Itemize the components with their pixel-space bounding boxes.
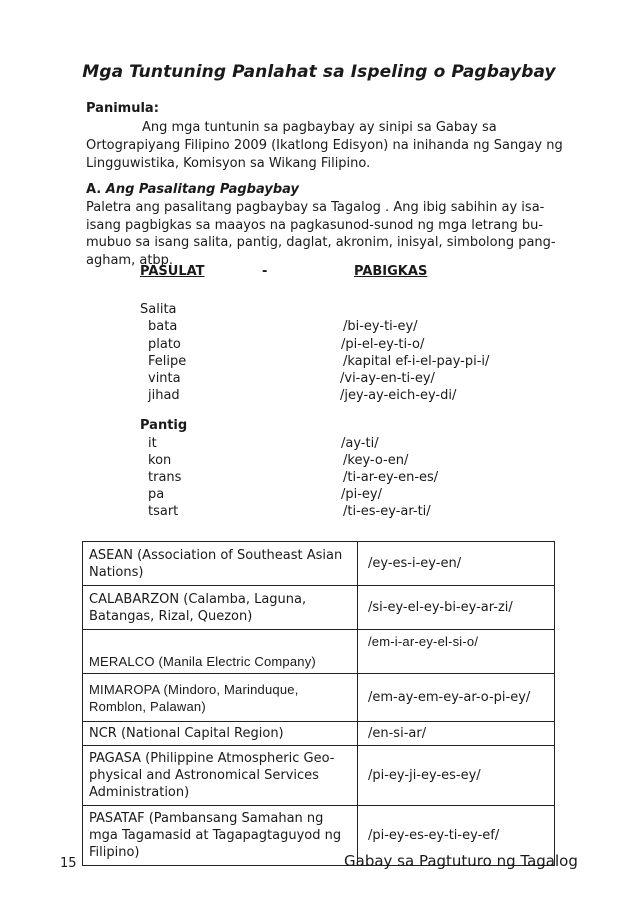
pantig-pronunciation: /ti-es-ey-ar-ti/ <box>343 504 431 519</box>
section-a-line: isang pagbigkas sa maayos na pagkasunod-sunod ng mga letrang bu- <box>86 217 544 233</box>
salita-label: Salita <box>140 302 177 317</box>
pantig-pronunciation: /key-o-en/ <box>343 453 409 468</box>
pantig-pronunciation: /ay-ti/ <box>341 436 379 451</box>
section-a-line: Paletra ang pasalitang pagbaybay sa Tagalog . Ang ibig sabihin ay isa- <box>86 200 545 215</box>
table-cell-term: MIMAROPA (Mindoro, Marinduque, Romblon, Palawan) <box>83 674 358 722</box>
section-a-title: Ang Pasalitang Pagbaybay <box>105 182 299 197</box>
table-cell-term: PASATAF (Pambansang Samahan ng mga Tagamasid at Tagapagtaguyod ng Filipino) <box>83 806 358 866</box>
table-cell-pronunciation: /ey-es-i-ey-en/ <box>358 542 555 586</box>
pantig-pronunciation: /pi-ey/ <box>341 487 383 502</box>
pantig-word: kon <box>148 453 172 468</box>
table-cell-pronunciation: /pi-ey-es-ey-ti-ey-ef/ <box>358 806 555 866</box>
table-cell-pronunciation: /em-ay-em-ey-ar-o-pi-ey/ <box>358 674 555 722</box>
pantig-word: it <box>148 436 157 451</box>
salita-word: bata <box>148 319 178 334</box>
table-cell-term: PAGASA (Philippine Atmospheric Geo-physical and Astronomical Services Administration) <box>83 746 358 806</box>
table-cell-term: CALABARZON (Calamba, Laguna, Batangas, Rizal, Quezon) <box>83 586 358 630</box>
table-cell-term: NCR (National Capital Region) <box>83 722 358 746</box>
panimula-line: Lingguwistika, Komisyon sa Wikang Filipino. <box>86 156 371 171</box>
salita-word: Felipe <box>148 354 187 369</box>
table-row <box>83 586 555 630</box>
section-a-line: mubuo sa isang salita, pantig, daglat, akronim, inisyal, simbolong pang- <box>86 235 556 250</box>
panimula-line: Ang mga tuntunin sa pagbaybay ay sinipi sa Gabay sa <box>142 120 497 135</box>
table-row <box>83 630 555 674</box>
section-a-paragraph <box>86 199 582 269</box>
table-cell-pronunciation: /en-si-ar/ <box>358 722 555 746</box>
panimula-line: Ortograpiyang Filipino 2009 (Ikatlong Edisyon) na inihanda ng Sangay ng <box>86 138 563 153</box>
footer-title: Gabay sa Pagtuturo ng Tagalog <box>344 852 578 870</box>
salita-pronunciation: /pi-el-ey-ti-o/ <box>341 337 425 352</box>
column-header-pabigkas: PABIGKAS <box>354 264 428 279</box>
salita-pronunciation: /vi-ay-en-ti-ey/ <box>340 371 435 386</box>
panimula-paragraph <box>86 119 582 173</box>
column-header-pasulat: PASULAT <box>140 264 205 279</box>
pantig-word: trans <box>148 470 182 485</box>
panimula-label: Panimula: <box>86 101 159 116</box>
salita-pronunciation: /kapital ef-i-el-pay-pi-i/ <box>343 354 490 369</box>
section-a-letter: A. <box>86 182 102 197</box>
table-cell-pronunciation: /pi-ey-ji-ey-es-ey/ <box>358 746 555 806</box>
salita-word: jihad <box>148 388 180 403</box>
pantig-label: Pantig <box>140 418 188 433</box>
table-cell-pronunciation: /si-ey-el-ey-bi-ey-ar-zi/ <box>358 586 555 630</box>
section-a-line: agham, atbp. <box>86 252 174 268</box>
section-a-heading <box>86 182 299 197</box>
table-cell-term: ASEAN (Association of Southeast Asian Nations) <box>83 542 358 586</box>
table-row <box>83 674 555 722</box>
salita-word: vinta <box>148 371 181 386</box>
salita-pronunciation: /jey-ay-eich-ey-di/ <box>340 388 457 403</box>
salita-word: plato <box>148 337 181 352</box>
page-title: Mga Tuntuning Panlahat sa Ispeling o Pagbaybay <box>82 62 556 82</box>
pantig-word: tsart <box>148 504 179 519</box>
table-row <box>83 746 555 806</box>
table-cell-term: MERALCO (Manila Electric Company) <box>83 630 358 674</box>
page-number: 15 <box>60 856 77 871</box>
salita-pronunciation: /bi-ey-ti-ey/ <box>343 319 418 334</box>
pantig-word: pa <box>148 487 165 502</box>
pantig-pronunciation: /ti-ar-ey-en-es/ <box>343 470 439 485</box>
column-header-dash: - <box>262 264 268 279</box>
table-row <box>83 722 555 746</box>
abbreviation-table <box>82 541 555 866</box>
table-row <box>83 542 555 586</box>
table-cell-pronunciation: /em-i-ar-ey-el-si-o/ <box>358 630 555 674</box>
